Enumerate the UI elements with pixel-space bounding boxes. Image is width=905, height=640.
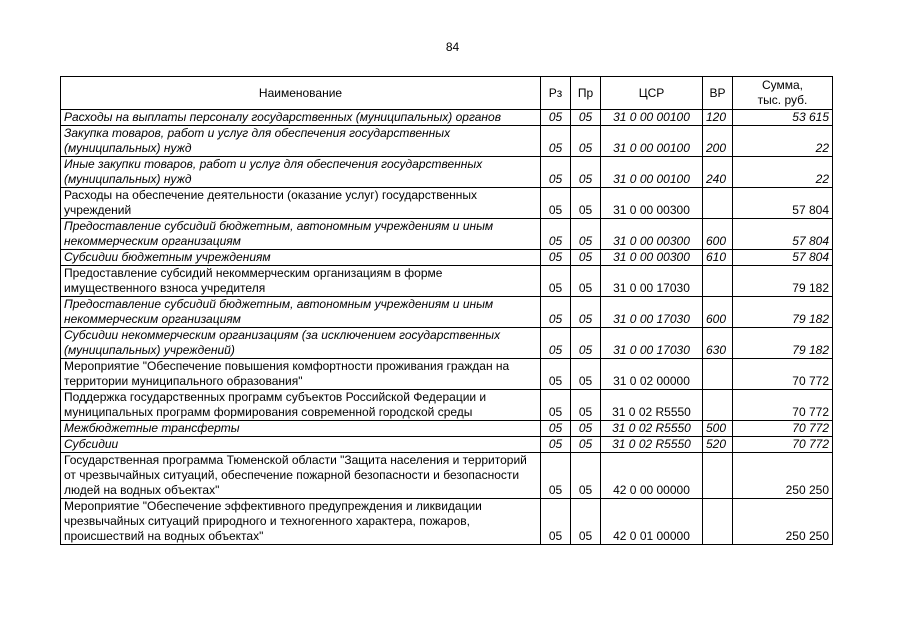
cell-pr: 05	[571, 219, 601, 250]
cell-csr: 31 0 00 00300	[601, 250, 703, 266]
cell-sum: 70 772	[733, 390, 833, 421]
cell-vr: 610	[703, 250, 733, 266]
table-row	[61, 421, 833, 437]
cell-sum: 79 182	[733, 297, 833, 328]
table-header-row	[61, 77, 833, 110]
table-row	[61, 499, 833, 545]
table-row	[61, 328, 833, 359]
cell-rz: 05	[541, 250, 571, 266]
cell-csr: 31 0 00 00300	[601, 188, 703, 219]
budget-table	[60, 76, 833, 545]
cell-sum: 22	[733, 126, 833, 157]
table-row	[61, 188, 833, 219]
table-row	[61, 297, 833, 328]
column-header-name: Наименование	[61, 77, 541, 110]
cell-name: Субсидии бюджетным учреждениям	[61, 250, 541, 266]
cell-rz: 05	[541, 421, 571, 437]
cell-rz: 05	[541, 266, 571, 297]
cell-sum: 57 804	[733, 219, 833, 250]
cell-name: Расходы на выплаты персоналу государственных (муниципальных) органов	[61, 110, 541, 126]
column-header-pr: Пр	[571, 77, 601, 110]
cell-pr: 05	[571, 250, 601, 266]
cell-vr	[703, 266, 733, 297]
cell-sum: 70 772	[733, 421, 833, 437]
table-row	[61, 219, 833, 250]
column-header-vr: ВР	[703, 77, 733, 110]
cell-csr: 31 0 02 R5550	[601, 421, 703, 437]
cell-csr: 31 0 00 00100	[601, 126, 703, 157]
cell-rz: 05	[541, 499, 571, 545]
table-row	[61, 359, 833, 390]
cell-sum: 70 772	[733, 437, 833, 453]
column-header-sum-line2: тыс. руб.	[757, 93, 808, 107]
cell-vr: 120	[703, 110, 733, 126]
column-header-sum-line1: Сумма,	[761, 78, 804, 92]
cell-csr: 31 0 02 R5550	[601, 437, 703, 453]
cell-pr: 05	[571, 390, 601, 421]
cell-sum: 22	[733, 157, 833, 188]
cell-pr: 05	[571, 110, 601, 126]
cell-name: Мероприятие "Обеспечение повышения комфортности проживания граждан на территории муниципального образования"	[61, 359, 541, 390]
cell-pr: 05	[571, 437, 601, 453]
cell-vr: 240	[703, 157, 733, 188]
cell-name: Иные закупки товаров, работ и услуг для обеспечения государственных (муниципальных) нужд	[61, 157, 541, 188]
cell-name: Государственная программа Тюменской области "Защита населения и территорий от чрезвычайных ситуаций, обеспечение пожарной безопасности и безопасности людей на водных объектах"	[61, 453, 541, 499]
cell-pr: 05	[571, 157, 601, 188]
table-row	[61, 390, 833, 421]
column-header-sum	[733, 77, 833, 110]
cell-rz: 05	[541, 157, 571, 188]
table-body	[61, 110, 833, 545]
cell-pr: 05	[571, 266, 601, 297]
table-row	[61, 437, 833, 453]
page-number: 84	[445, 40, 460, 54]
cell-pr: 05	[571, 453, 601, 499]
cell-pr: 05	[571, 188, 601, 219]
cell-rz: 05	[541, 188, 571, 219]
cell-pr: 05	[571, 297, 601, 328]
cell-csr: 42 0 01 00000	[601, 499, 703, 545]
cell-csr: 31 0 00 00100	[601, 110, 703, 126]
table-row	[61, 266, 833, 297]
cell-csr: 31 0 02 00000	[601, 359, 703, 390]
cell-sum: 70 772	[733, 359, 833, 390]
cell-csr: 31 0 00 00300	[601, 219, 703, 250]
cell-vr	[703, 188, 733, 219]
cell-pr: 05	[571, 126, 601, 157]
cell-rz: 05	[541, 328, 571, 359]
cell-rz: 05	[541, 359, 571, 390]
cell-csr: 31 0 02 R5550	[601, 390, 703, 421]
column-header-rz: Рз	[541, 77, 571, 110]
cell-name: Субсидии некоммерческим организациям (за исключением государственных (муниципальных) учреждений)	[61, 328, 541, 359]
cell-name: Субсидии	[61, 437, 541, 453]
cell-rz: 05	[541, 453, 571, 499]
cell-rz: 05	[541, 390, 571, 421]
table-row	[61, 110, 833, 126]
table-row	[61, 157, 833, 188]
cell-sum: 57 804	[733, 250, 833, 266]
cell-pr: 05	[571, 328, 601, 359]
cell-name: Предоставление субсидий бюджетным, автономным учреждениям и иным некоммерческим организациям	[61, 219, 541, 250]
cell-vr	[703, 359, 733, 390]
cell-vr: 600	[703, 219, 733, 250]
cell-vr: 600	[703, 297, 733, 328]
cell-pr: 05	[571, 499, 601, 545]
cell-sum: 250 250	[733, 453, 833, 499]
cell-csr: 42 0 00 00000	[601, 453, 703, 499]
cell-rz: 05	[541, 297, 571, 328]
cell-vr: 200	[703, 126, 733, 157]
cell-vr	[703, 499, 733, 545]
cell-vr	[703, 453, 733, 499]
cell-name: Расходы на обеспечение деятельности (оказание услуг) государственных учреждений	[61, 188, 541, 219]
cell-name: Поддержка государственных программ субъектов Российской Федерации и муниципальных программ формирования современной городской среды	[61, 390, 541, 421]
cell-vr	[703, 390, 733, 421]
cell-rz: 05	[541, 126, 571, 157]
cell-name: Предоставление субсидий бюджетным, автономным учреждениям и иным некоммерческим организациям	[61, 297, 541, 328]
cell-vr: 520	[703, 437, 733, 453]
cell-csr: 31 0 00 00100	[601, 157, 703, 188]
cell-sum: 57 804	[733, 188, 833, 219]
column-header-csr: ЦСР	[601, 77, 703, 110]
cell-sum: 79 182	[733, 266, 833, 297]
cell-name: Закупка товаров, работ и услуг для обеспечения государственных (муниципальных) нужд	[61, 126, 541, 157]
cell-pr: 05	[571, 421, 601, 437]
cell-csr: 31 0 00 17030	[601, 328, 703, 359]
table-row	[61, 453, 833, 499]
cell-vr: 630	[703, 328, 733, 359]
cell-rz: 05	[541, 219, 571, 250]
table-row	[61, 126, 833, 157]
cell-csr: 31 0 00 17030	[601, 266, 703, 297]
cell-pr: 05	[571, 359, 601, 390]
cell-rz: 05	[541, 437, 571, 453]
cell-csr: 31 0 00 17030	[601, 297, 703, 328]
cell-vr: 500	[703, 421, 733, 437]
table-row	[61, 250, 833, 266]
cell-rz: 05	[541, 110, 571, 126]
cell-name: Предоставление субсидий некоммерческим организациям в форме имущественного взноса учредителя	[61, 266, 541, 297]
cell-sum: 53 615	[733, 110, 833, 126]
cell-sum: 250 250	[733, 499, 833, 545]
cell-name: Межбюджетные трансферты	[61, 421, 541, 437]
cell-name: Мероприятие "Обеспечение эффективного предупреждения и ликвидации чрезвычайных ситуаций природного и техногенного характера, пожаров, происшествий на водных объектах"	[61, 499, 541, 545]
cell-sum: 79 182	[733, 328, 833, 359]
